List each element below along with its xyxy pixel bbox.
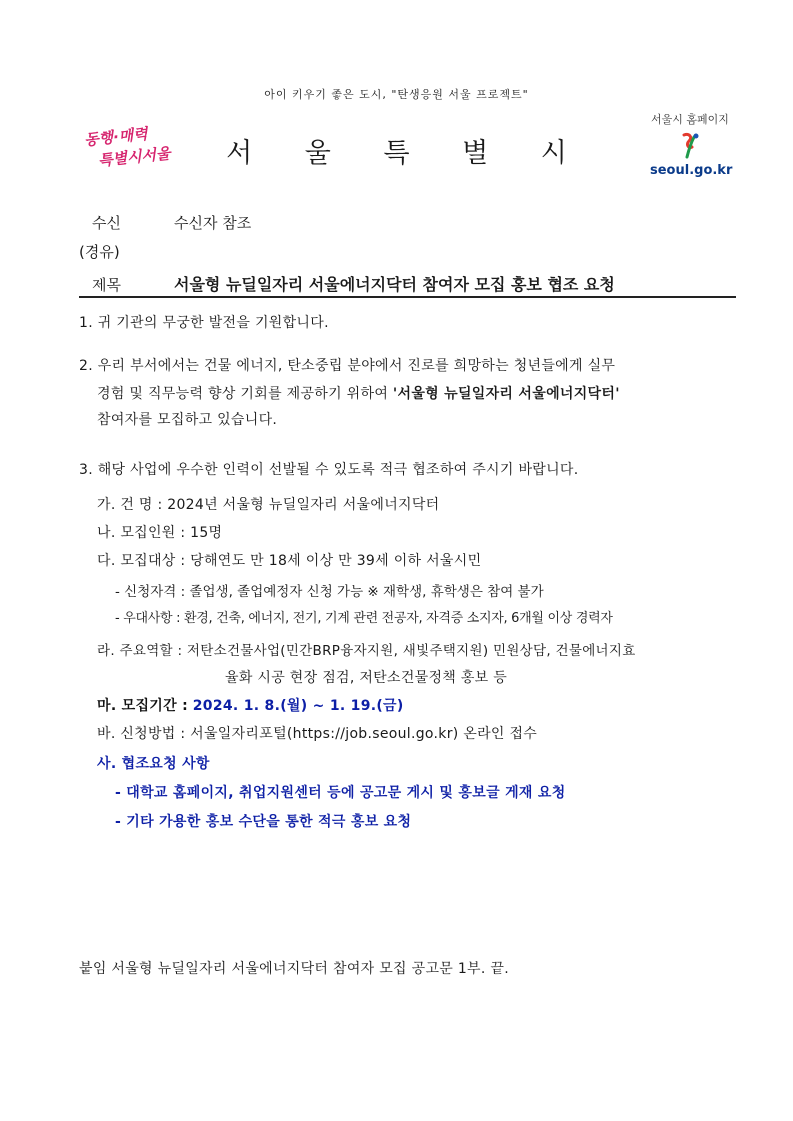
recipient-value: 수신자 참조 bbox=[174, 214, 252, 232]
organization-name: 서 울 특 별 시 bbox=[226, 138, 589, 169]
attachment-note: 붙임 서울형 뉴딜일자리 서울에너지닥터 참여자 모집 공고문 1부. 끝. bbox=[79, 961, 509, 977]
slogan: 아이 키우기 좋은 도시, "탄생응원 서울 프로젝트" bbox=[264, 88, 529, 101]
recipient-label: 수신 bbox=[92, 214, 121, 232]
paragraph-2-text: 경험 및 직무능력 향상 기회를 제공하기 위하여 bbox=[97, 386, 393, 402]
item-ma-value: 2024. 1. 8.(월) ~ 1. 19.(금) bbox=[192, 698, 404, 714]
homepage-url: seoul.go.kr bbox=[650, 163, 733, 178]
item-sa: 사. 협조요청 사항 bbox=[97, 756, 210, 772]
item-da: 다. 모집대상 : 당해연도 만 18세 이상 만 39세 이하 서울시민 bbox=[97, 553, 482, 569]
paragraph-3: 3. 해당 사업에 우수한 인력이 선발될 수 있도록 적극 협조하여 주시기 바랍니다. bbox=[79, 462, 579, 478]
logo-line-1: 동행·매력 bbox=[83, 124, 149, 150]
item-sa-sub-1: - 대학교 홈페이지, 취업지원센터 등에 공고문 게시 및 홍보글 게재 요청 bbox=[115, 785, 566, 801]
paragraph-2-line-2 bbox=[97, 383, 620, 403]
item-da-sub-2: - 우대사항 : 환경, 건축, 에너지, 전기, 기계 관련 전공자, 자격증 소지자, 6개월 이상 경력자 bbox=[115, 611, 613, 626]
seoul-symbol-icon bbox=[675, 131, 705, 161]
item-ba: 바. 신청방법 : 서울일자리포털(https://job.seoul.go.kr) 온라인 접수 bbox=[97, 726, 538, 742]
subject-label: 제목 bbox=[92, 276, 121, 294]
item-ma bbox=[97, 695, 404, 715]
item-ma-label: 마. 모집기간 : bbox=[97, 698, 188, 714]
via-label: (경유) bbox=[79, 243, 120, 261]
logo-line-2: 특별시서울 bbox=[97, 144, 172, 170]
item-ga: 가. 건 명 : 2024년 서울형 뉴딜일자리 서울에너지닥터 bbox=[97, 497, 440, 513]
subject-divider bbox=[79, 296, 736, 298]
paragraph-2-line-1: 2. 우리 부서에서는 건물 에너지, 탄소중립 분야에서 진로를 희망하는 청년들에게 실무 bbox=[79, 358, 616, 374]
item-da-sub-1: - 신청자격 : 졸업생, 졸업예정자 신청 가능 ※ 재학생, 휴학생은 참여 불가 bbox=[115, 584, 544, 600]
paragraph-1: 1. 귀 기관의 무궁한 발전을 기원합니다. bbox=[79, 315, 329, 331]
homepage-caption: 서울시 홈페이지 bbox=[651, 113, 729, 126]
item-sa-sub-2: - 기타 가용한 홍보 수단을 통한 적극 홍보 요청 bbox=[115, 814, 412, 830]
seoul-homepage-logo bbox=[650, 111, 733, 183]
item-ra-line-2: 율화 시공 현장 점검, 저탄소건물정책 홍보 등 bbox=[225, 670, 508, 686]
paragraph-2-line-3: 참여자를 모집하고 있습니다. bbox=[97, 412, 278, 428]
program-name-emphasis: '서울형 뉴딜일자리 서울에너지닥터' bbox=[392, 386, 620, 402]
item-na: 나. 모집인원 : 15명 bbox=[97, 525, 223, 541]
subject-value: 서울형 뉴딜일자리 서울에너지닥터 참여자 모집 홍보 협조 요청 bbox=[174, 275, 615, 294]
item-ra-line-1: 라. 주요역할 : 저탄소건물사업(민간BRP융자지원, 새빛주택지원) 민원상담, 건물에너지효 bbox=[97, 643, 636, 659]
